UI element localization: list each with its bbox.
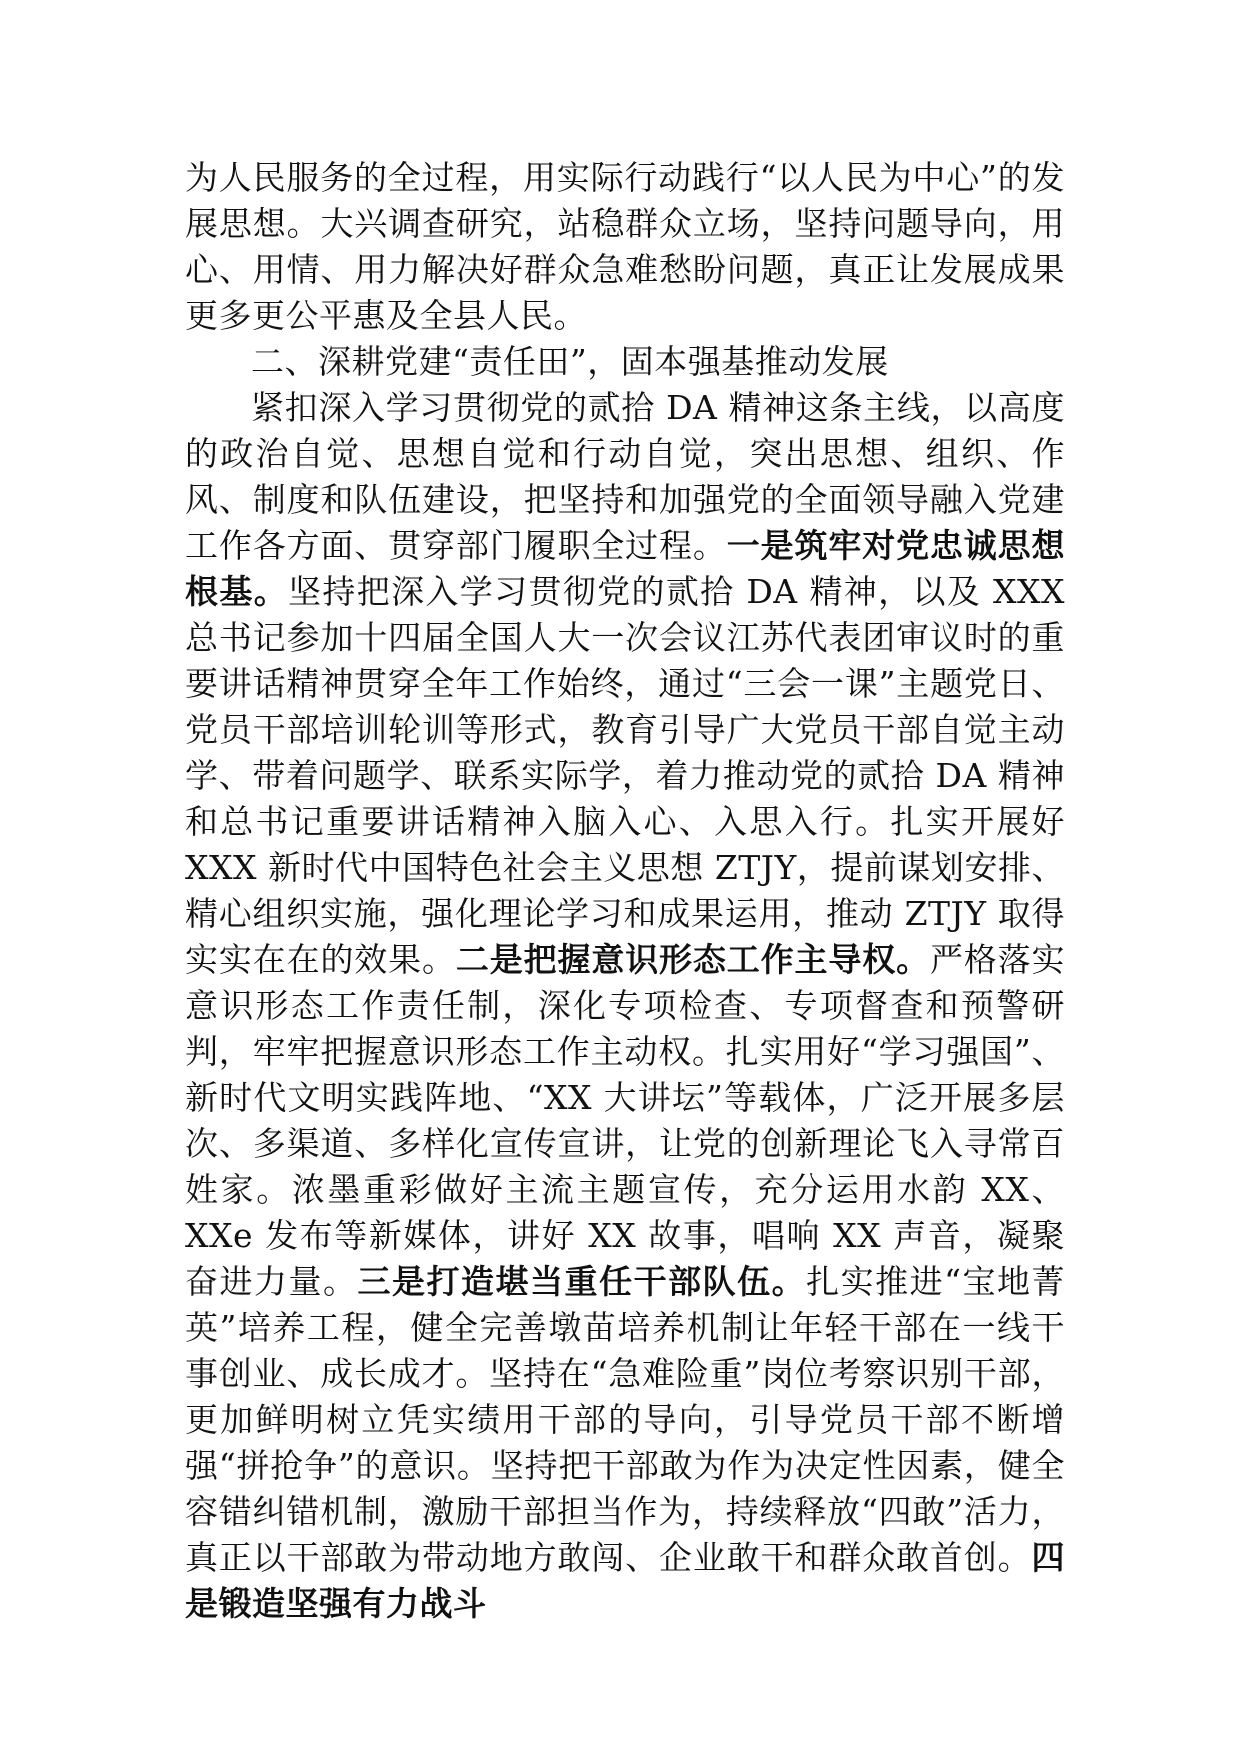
point-2-title: 二是把握意识形态工作主导权。 — [455, 940, 930, 979]
section-heading — [185, 339, 1065, 385]
paragraph-intro: 紧扣深入学习贯彻党的贰拾 DA 精神这条主线，以高度的政治自觉、思想自觉和行动自觉，突出思想、组织、作风、制度和队伍建设，把坚持和加强党的全面领导融入党建工作各方面、贯穿部门履职全过程。 — [185, 388, 1065, 565]
point-1-body: 坚持把深入学习贯彻党的贰拾 DA 精神，以及 XXX 总书记参加十四届全国人大一次会议江苏代表团审议时的重要讲话精神贯穿全年工作始终，通过“三会一课”主题党日、党员干部培训轮训等形式，教育引导广大党员干部自觉主动学、带着问题学、联系实际学，着力推动党的贰拾 DA 精神和总书记重要讲话精神入脑入心、入思入行。扎实开展好 XXX 新时代中国特色社会主义思想 ZTJY，提前谋划安排、精心组织实施，强化理论学习和成果运用，推动 ZTJY 取得实实在在的效果。 — [185, 572, 1065, 979]
section-heading-text: 二、深耕党建“责任田”，固本强基推动发展 — [251, 342, 889, 381]
point-2-body: 严格落实意识形态工作责任制，深化专项检查、专项督查和预警研判，牢牢把握意识形态工作主动权。扎实用好“学习强国”、新时代文明实践阵地、“XX 大讲坛”等载体，广泛开展多层次、多渠道、多样化宣传宣讲，让党的创新理论飞入寻常百姓家。浓墨重彩做好主流主题宣传，充分运用水韵 XX、XXe 发布等新媒体，讲好 XX 故事，唱响 XX 声音，凝聚奋进力量。 — [185, 940, 1066, 1301]
point-3-body: 扎实推进“宝地菁英”培养工程，健全完善墩苗培养机制让年轻干部在一线干事创业、成长成才。坚持在“急难险重”岗位考察识别干部，更加鲜明树立凭实绩用干部的导向，引导党员干部不断增强“拼抢争”的意识。坚持把干部敢为作为决定性因素，健全容错纠错机制，激励干部担当作为，持续释放“四敢”活力，真正以干部敢为带动地方敢闯、企业敢干和群众敢首创。 — [185, 1262, 1066, 1577]
point-1-title: 一是筑牢对党忠诚思想根基。 — [185, 526, 1066, 611]
point-4-title: 四是锻造坚强有力战斗 — [185, 1538, 1065, 1623]
paragraph-main — [185, 385, 1065, 1627]
document-body — [185, 155, 1065, 1627]
point-3-title: 三是打造堪当重任干部队伍。 — [357, 1262, 807, 1301]
paragraph-continuation — [185, 155, 1065, 339]
paragraph-text: 为人民服务的全过程，用实际行动践行“以人民为中心”的发展思想。大兴调查研究，站稳群众立场，坚持问题导向，用心、用情、用力解决好群众急难愁盼问题，真正让发展成果更多更公平惠及全县人民。 — [185, 158, 1065, 335]
